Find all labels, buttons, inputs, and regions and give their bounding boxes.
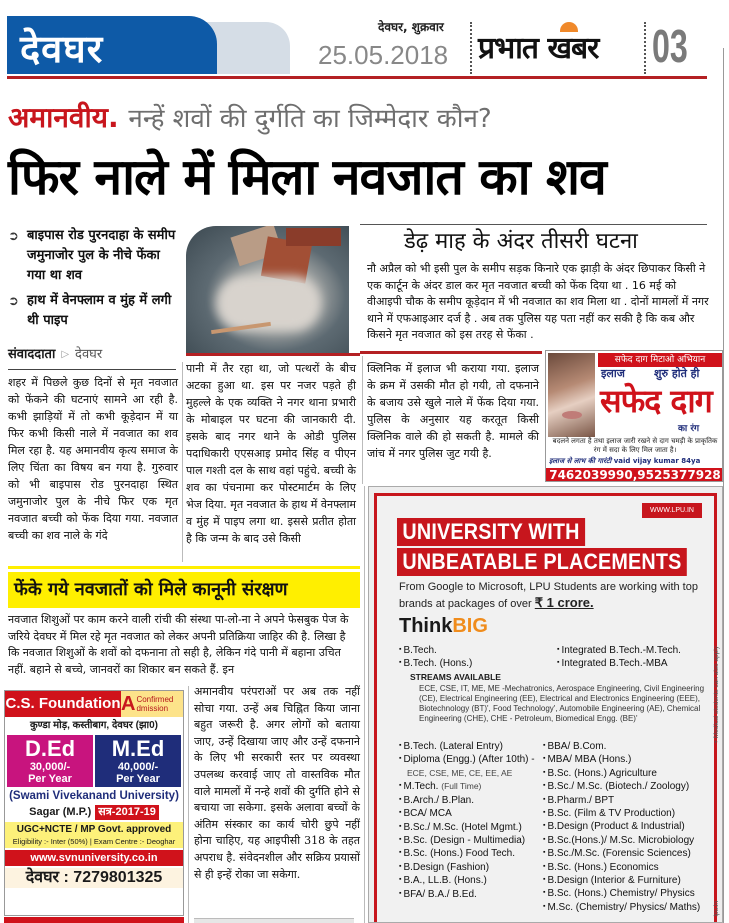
ad-face-photo [548,353,595,437]
cs-badge-letter: A [121,692,136,715]
lpu-side-url: lpu.in [713,901,720,917]
sidebar-body: नौ अप्रैल को भी इसी पुल के समीप सड़क किनारे एक झाड़ी के अंदर छिपाकर किसी ने एक कार्टून के अंदर डाल कर मृत नवजात बच्ची को फेंक दिया था . 16 मई को वीआइपी चौक के समीप कूड़ेदान में भी नवजात का शव मिला था . दोनों मामलों में नगर थाने में एफआइआर दर्ज है . अब तक पुलिस यह पता नहीं कर सकी है कि कब और किसने मृत नवजात को इस तरह से फेंका . [367,262,709,341]
lpu-side-note: + Medical students can also apply [713,646,720,744]
highlight-text: बाइपास रोड पुरनदाहा के समीप जमुनाजोर पुल के नीचे फेंका गया था शव [27,228,176,283]
course-fee: 40,000/- [117,761,159,773]
byline-place: देवघर [75,347,103,362]
arrow-bullet-icon: ➲ [8,229,19,244]
program-item: ▪ MBA/ MBA (Hons.) [543,753,700,766]
lpu-left-list [399,740,535,901]
sidebar-rule [360,351,542,354]
kicker [8,98,492,139]
column-rule [362,356,363,484]
sub-headline-text: फेंके गये नवजातों को मिले कानूनी संरक्षण [14,579,288,600]
lpu-top-right-list [557,644,681,671]
cs-admission-badge [121,691,183,717]
ad-vitiligo[interactable] [545,350,723,482]
lpu-big: BIG [452,615,488,637]
program-item: ▪ B.Sc. (Hons.) Economics [543,861,700,874]
arrow-bullet-icon: ➲ [8,294,19,309]
program-item: ▪ B.Design (Interior & Furniture) [543,874,700,887]
program-item: ▪ Integrated B.Tech.-M.Tech. [557,644,681,657]
lpu-thinkbig-logo [399,614,488,638]
vit-guarantee-row [549,456,721,467]
byline [8,346,102,364]
cs-location-row [5,805,183,820]
cs-website-link[interactable]: www.svnuniversity.co.in [5,850,183,866]
city-name: देवघर [20,27,104,71]
program-item: ▪ M.Tech. (Full Time) [399,780,535,794]
newspaper-brand: प्रभात खबर [478,31,599,66]
article-column-1: शहर में पिछले कुछ दिनों से मृत नवजात को फेंकने की घटनाएं सामने आ रही है. कभी झाड़ियों में तो कभी कूड़ेदान में या फिर कभी किसी नाले में नवजात का शव मिल रहा है. यह अमानवीय कृत्य समाज के लिए चिंता का विषय बन गया है. गुरुवार को भी बाइपास रोड पुरनदाहा स्थित जमुनाजोर पुल के नीचे फिर एक मृत नवजात बच्ची को फेंक दिया गया. नवजात बच्ची का शव नाले के गंदे [8,376,178,542]
cs-phone: देवघर : 7279801325 [5,868,183,888]
program-item: ▪ B.Sc./ M.Sc. (Hotel Mgmt.) [399,821,535,834]
lpu-frame [374,493,720,923]
mtech-note: (Full Time) [441,781,482,792]
program-item: ▪ B.Sc.(Hons.)/ M.Sc. Microbiology [543,834,700,847]
program-item: ▪ Diploma (Engg.) (After 10th) - [399,753,535,766]
cs-university: (Swami Vivekanand University) [9,790,179,802]
lpu-headline-1: UNIVERSITY WITH [397,518,585,546]
cs-badge-line2: dmission [136,704,169,713]
lpu-streams: ECE, CSE, IT, ME, ME -Mechatronics, Aerospace Engineering, Civil Engineering (CE), Electrical Engineering (EE), Electrical and Electronics Engineering (EEE), Biotechnology (BT)', Food Technology', Automobile Engineering (AE), Chemical Engineering (CHE), CHE - Petroleum, Biomedical Engg. (BE)' [419,684,705,723]
cs-course-ded [7,735,93,787]
ad-bottom-strip [4,917,184,923]
highlight-text: हाथ में वेनफ्लाम व मुंह में लगी थी पाइप [27,293,172,328]
program-item: ▪ B.Sc. (Hons.) Chemistry/ Physics [543,887,700,900]
program-item: ▪ B.Sc. (Hons.) Food Tech. [399,847,535,860]
cs-approval: UGC+NCTE / MP Govt. approved [5,822,183,836]
cs-eligibility: Eligibility :- Inter (50%) | Exam Centre :- Deoghar [5,836,183,848]
vit-doctor: vaid vijay kumar 84ya [613,457,701,465]
highlight-rule [8,566,360,569]
program-item: ▪ B.Tech. (Hons.) [399,657,472,670]
program-item: ▪ B.Sc./M.Sc. (Forensic Sciences) [543,847,700,860]
cs-name: C.S. Foundation [5,691,121,717]
page-edge-rule [723,48,724,923]
program-item: ▪ B.Pharm./ BPT [543,794,700,807]
vit-rang: का रंग [678,424,700,434]
program-item: ▪ B.Tech. [399,644,472,657]
column-rule [188,686,189,923]
highlight-item [8,291,180,331]
kicker-label: अमानवीय. [8,101,119,134]
dateline-day: देवघर, शुक्रवार [378,20,444,34]
cs-badge-line1: Confirmed [136,695,174,704]
vit-ilaj: इलाज [601,367,625,380]
program-item: ▪ B.Sc. (Hons.) Agriculture [543,767,700,780]
sub-story-column: अमानवीय परंपराओं पर अब तक नहीं सोचा गया. उन्हें अब चिह्नित किया जाना बहुत जरूरी है. अगर लोगों को बताया जाए, उन्हें दिखाया जाए और उन्हें दफनाने के लिए भी सरकारी स्तर पर व्यवस्था उपलब्ध करवाई जाए तो वास्तविक मौत वाले मामलों में नन्हे शवों की दुर्गति होने से बचाया जा सकेगा. इसके अलावा बच्चों के अंतिम संस्कार का कार्य चोरी छुपे नहीं होना चाहिए, यह आइपीसी 318 के तहत अपराध है. संवेदनशील और सक्रिय प्रयासों से ही इन्हें रोका जा सकेगा. [194,685,360,881]
lpu-amount: ₹ 1 crore. [534,595,594,610]
divider [644,22,646,74]
sub-headline [8,572,360,608]
main-headline: फिर नाले में मिला नवजात का शव [8,148,606,206]
masthead-rule [7,76,707,79]
byline-rule [8,369,176,370]
byline-reporter: संवाददाता [8,347,56,362]
page-number: 03 [652,20,688,72]
vit-headline: सफेद दाग [600,382,712,420]
program-item: ▪ BBA/ B.Com. [543,740,700,753]
column-rule [182,362,183,562]
course-fee: 30,000/- [29,761,71,773]
lpu-think: Think [399,615,453,637]
highlights [8,226,180,336]
program-item: ▪ B.Sc. (Film & TV Production) [543,807,700,820]
vit-text: बदलने लगता है तथा इलाज जारी रखने से दाग चमड़ी के प्राकृतिक रंग में सदा के लिए मिल जाता है। [552,437,718,454]
cs-location: Sagar (M.P.) [29,806,92,818]
cs-header [5,691,183,717]
lpu-url[interactable]: WWW.LPU.IN [642,503,702,518]
ad-lpu[interactable] [368,486,723,923]
vit-guarantee: इलाज से लाभ की गारंटी [549,457,612,465]
bottom-box [194,918,354,923]
sidebar-title: डेढ़ माह के अंदर तीसरी घटना [404,229,638,254]
triangle-right-icon: ▷ [61,349,70,360]
ad-cs-foundation[interactable] [4,690,184,916]
program-item: ▪ B.Sc./ M.Sc. (Biotech./ Zoology) [543,780,700,793]
lpu-subtext [399,580,719,612]
lpu-sub-text: From Google to Microsoft, LPU Students are working with top brands at packages of over [399,581,698,610]
program-item: ▪ B.Design (Product & Industrial) [543,820,700,833]
dateline-date: 25.05.2018 [318,40,449,70]
article-column-3: क्लिनिक में इलाज भी कराया गया. इलाज के क्रम में उसकी मौत हो गयी, तो दफनाने के बजाय उसे खुले नाले में फेंक दिया गया. पुलिस के अनुसार यह करतूत किसी क्लिनिक वाले की हो सकती है. मामले की जांच में नगर पुलिस जुट गयी है. [367,362,539,460]
photo-brick [286,228,341,246]
program-item: ▪ B.Arch./ B.Plan. [399,794,535,807]
photo-rule [186,353,360,356]
lpu-streams-title: STREAMS AVAILABLE [410,672,501,682]
news-photo [186,226,349,354]
course-name: M.Ed [111,736,165,761]
sub-story-paragraph: नवजात शिशुओं पर काम करने वाली रांची की संस्था पा-लो-ना ने अपने फेसबुक पेज के जरिये देवघर में मिल रहे मृत नवजात को लेकर अपनी प्रतिक्रिया जाहिर की है. लिखा है कि नवजात शिशुओं के शवों को दफनाना तो सही है, लेकिन गंदे पानी में बहाना उचित नहीं. बहाने से बच्चे, जानवरों का शिकार बन सकते हैं. इन [8,613,349,676]
sidebar-top-rule [360,224,707,225]
program-item: ▪ B.A., LL.B. (Hons.) [399,874,535,887]
article-column-2: पानी में तैर रहा था, जो पत्थरों के बीच अटका हुआ था. इस पर नजर पड़ते ही मुहल्ले के एक व्यक्ति ने नगर थाना प्रभारी के मोबाइल पर घटना की जानकारी दी. इसके बाद नगर थाने के ओडी पुलिस पदाधिकारी एएसआइ प्रमोद सिंह व पीएन पाल गश्ती दल के साथ वहां पहुंचे. बच्ची के शव का पंचनामा कर पोस्टमार्टम के लिए भेज दिया. मृत नवजात के हाथ में वेनफ्लाम व मुंह में पाइप लगा था. इससे प्रतीत होता है कि जन्म के बाद उसे किसी [186,362,357,545]
course-period: Per Year [116,773,160,785]
divider [470,22,472,74]
lpu-headline-2: UNBEATABLE PLACEMENTS [397,548,687,576]
vit-phone: 7462039990,9525377928 [546,468,723,482]
cs-course-med [95,735,181,787]
lpu-right-list [543,740,700,914]
course-period: Per Year [28,773,72,785]
program-item: ▪ B.Design (Fashion) [399,861,535,874]
program-item: ▪ M.Sc. (Chemistry/ Physics/ Maths) [543,901,700,914]
course-name: D.Ed [24,736,76,761]
cs-address: कुण्डा मोड़, कस्तीबाग, देवघर (झा0) [30,720,158,731]
program-item-note: ECE, CSE, ME, CE, EE, AE [407,767,513,778]
masthead [0,0,729,80]
highlight-item [8,226,180,286]
lpu-top-left-list [399,644,472,671]
vit-banner: सफेद दाग मिटाओ अभियान [598,353,722,367]
kicker-text: नन्हें शवों की दुर्गति का जिम्मेदार कौन? [128,104,492,134]
program-item: ▪ B.Tech. (Lateral Entry) [399,740,535,753]
program-item: ▪ BFA/ B.A./ B.Ed. [399,888,535,901]
cs-session: सत्र-2017-19 [95,805,159,820]
program-item: ▪ BCA/ MCA [399,807,535,820]
column-rule [364,486,365,923]
cs-courses [5,735,183,787]
program-item: ▪ Integrated B.Tech.-MBA [557,657,681,670]
vit-start: शुरु होते ही [654,367,700,380]
program-item: ▪ B.Sc. (Design - Multimedia) [399,834,535,847]
